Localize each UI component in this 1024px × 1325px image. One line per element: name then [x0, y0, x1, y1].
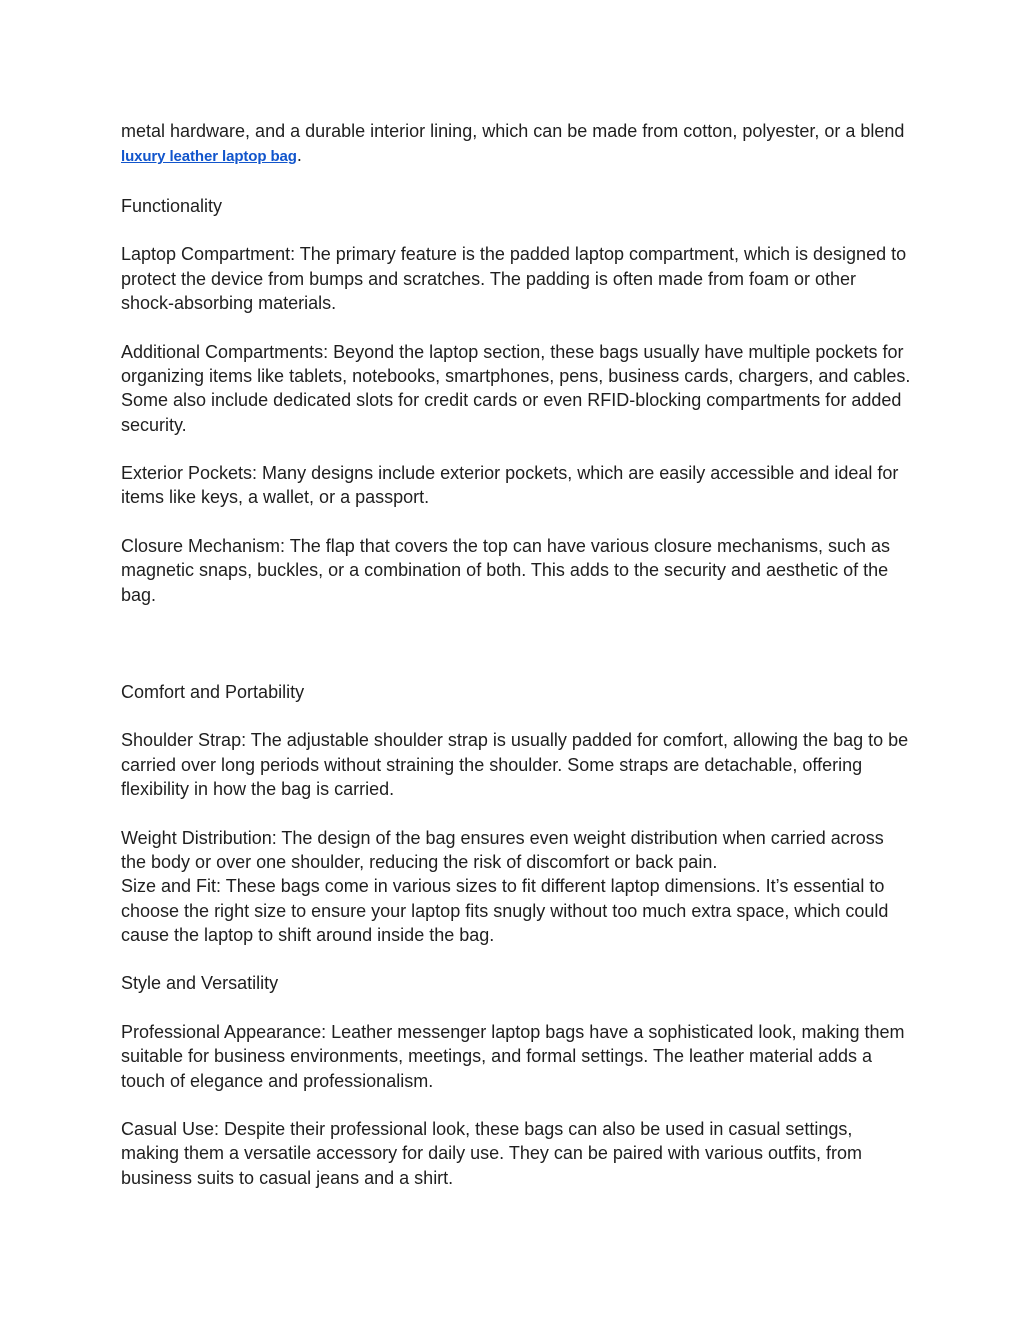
paragraph-professional-appearance: Professional Appearance: Leather messenger laptop bags have a sophisticated look, making them suitable for business environments, meetings, and formal settings. The leather material adds a touch of elegance and professionalism.: [121, 1021, 905, 1091]
paragraph-size-and-fit: Size and Fit: These bags come in various sizes to fit different laptop dimensions. It’s essential to choose the right size to ensure your laptop fits snugly without too much extra space, which could cause the laptop to shift around inside the bag.: [121, 876, 889, 945]
paragraph-weight-distribution: Weight Distribution: The design of the bag ensures even weight distribution when carried across the body or over one shoulder, reducing the risk of discomfort or back pain.: [121, 827, 884, 872]
paragraph-laptop-compartment: Laptop Compartment: The primary feature is the padded laptop compartment, which is designed to protect the device from bumps and scratches. The padding is often made from foam or other shock-absorbing materials.: [121, 244, 907, 314]
paragraph-spacer: [121, 170, 911, 194]
paragraph-spacer: [121, 510, 911, 534]
luxury-leather-laptop-bag-link[interactable]: luxury leather laptop bag: [121, 148, 297, 166]
paragraph-spacer: [121, 996, 911, 1020]
paragraph-closure-mechanism: Closure Mechanism: The flap that covers the top can have various closure mechanisms, such as magnetic snaps, buckles, or a combination of both. This adds to the security and aesthetic of the bag.: [121, 536, 891, 605]
section-spacer: [121, 607, 911, 680]
paragraph-exterior-pockets: Exterior Pockets: Many designs include exterior pockets, which are easily accessible and ideal for items like keys, a wallet, or a passport.: [121, 463, 899, 508]
paragraph-additional-compartments: Additional Compartments: Beyond the laptop section, these bags usually have multiple pockets for organizing items like tablets, notebooks, smartphones, pens, business cards, chargers, and cables. Some also include dedicated slots for credit cards or even RFID-blocking compartments for added security.: [121, 341, 911, 435]
paragraph-spacer: [121, 1093, 911, 1117]
paragraph-shoulder-strap: Shoulder Strap: The adjustable shoulder strap is usually padded for comfort, allowing the bag to be carried over long periods without straining the shoulder. Some straps are detachable, offering flexibility in how the bag is carried.: [121, 730, 909, 800]
section-heading-functionality: Functionality: [121, 195, 223, 216]
paragraph-spacer: [121, 801, 911, 825]
paragraph-spacer: [121, 437, 911, 461]
paragraph-spacer: [121, 315, 911, 339]
paragraph-spacer: [121, 947, 911, 971]
paragraph-spacer: [121, 218, 911, 242]
paragraph-casual-use: Casual Use: Despite their professional look, these bags can also be used in casual settings, making them a versatile accessory for daily use. They can be paired with various outfits, from business suits to casual jeans and a shirt.: [121, 1119, 862, 1188]
intro-text-end: .: [296, 145, 302, 166]
intro-text: metal hardware, and a durable interior lining, which can be made from cotton, polyester, or a blend: [121, 121, 905, 141]
paragraph-spacer: [121, 704, 911, 728]
section-heading-comfort: Comfort and Portability: [121, 681, 305, 702]
document-page: [121, 119, 911, 1190]
intro-paragraph: [121, 119, 911, 170]
section-heading-style: Style and Versatility: [121, 973, 279, 994]
